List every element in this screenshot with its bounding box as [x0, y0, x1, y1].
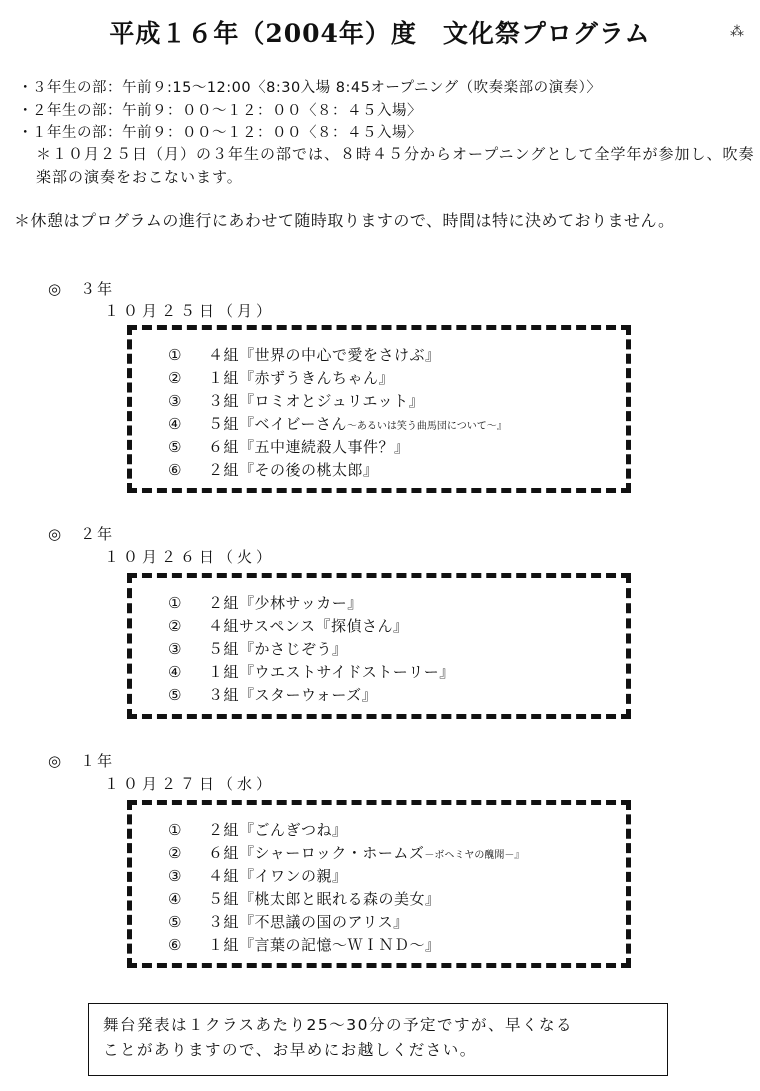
footer-line: 舞台発表は１クラスあたり25～30分の予定ですが、早くなる — [103, 1016, 573, 1034]
program-item: ③ ５組『かさじぞう』 — [168, 640, 348, 658]
grade-date: １０月２５日（月） — [104, 302, 276, 320]
bullet: ・ — [18, 103, 33, 119]
schedule-line-2nd: ・２年生の部：午前９：００～１２：００〈８：４５入場〉 — [18, 99, 422, 120]
program-item: ① ２組『少林サッカー』 — [168, 594, 363, 612]
program-item: ⑥ １組『言葉の記憶～ＷＩＮＤ～』 — [168, 936, 441, 954]
grade-heading: ◎ １年 — [48, 752, 115, 770]
grade-heading: ◎ ２年 — [48, 525, 115, 543]
program-item: ⑥ ２組『その後の桃太郎』 — [168, 461, 379, 479]
opening-note: ＊１０月２５日（月）の３年生の部では、８時４５分からオープニングとして全学年が参加し、吹奏楽部の演奏をおこないます。 — [36, 145, 755, 186]
break-note: ＊休憩はプログラムの進行にあわせて随時取りますので、時間は特に決めておりません。 — [14, 211, 675, 230]
program-box — [127, 800, 631, 968]
bullet: ・ — [18, 125, 33, 141]
grade-date: １０月２６日（火） — [104, 548, 276, 566]
program-box — [127, 325, 631, 493]
program-item: ④ ５組『ベイビーさん～あるいは笑う曲馬団について～』 — [168, 415, 507, 433]
program-item: ⑤ ６組『五中連続殺人事件？』 — [168, 438, 410, 456]
program-item: ② ４組サスペンス『探偵さん』 — [168, 617, 409, 635]
bullet: ・ — [18, 80, 33, 96]
schedule-line-3rd: ・３年生の部：午前９:15～12:00〈8:30入場 8:45オープニング（吹奏楽部の演奏）〉 — [18, 76, 601, 97]
grade-date: １０月２７日（水） — [104, 775, 276, 793]
program-item: ① ２組『ごんぎつね』 — [168, 821, 348, 839]
program-item: ③ ３組『ロミオとジュリエット』 — [168, 392, 425, 410]
page-title: 平成１６年（2004年）度 文化祭プログラム — [109, 19, 651, 48]
program-box — [127, 573, 631, 719]
program-item: ② ６組『シャーロック・ホームズ－ボヘミヤの醜聞－』 — [168, 844, 525, 862]
footer-notice-box — [88, 1003, 668, 1076]
scan-mark-icon: ⁂ — [730, 24, 744, 40]
program-item: ① ４組『世界の中心で愛をさけぶ』 — [168, 346, 441, 364]
program-item: ⑤ ３組『スターウォーズ』 — [168, 686, 378, 704]
program-item: ② １組『赤ずうきんちゃん』 — [168, 369, 395, 387]
program-item: ④ ５組『桃太郎と眠れる森の美女』 — [168, 890, 441, 908]
grade-heading: ◎ ３年 — [48, 280, 115, 298]
program-item: ③ ４組『イワンの親』 — [168, 867, 348, 885]
program-item: ④ １組『ウエストサイドストーリー』 — [168, 663, 455, 681]
schedule-line-1st: ・１年生の部：午前９：００～１２：００〈８：４５入場〉 — [18, 121, 422, 142]
footer-line: ことがありますので、お早めにお越しください。 — [103, 1041, 477, 1059]
program-item: ⑤ ３組『不思議の国のアリス』 — [168, 913, 409, 931]
